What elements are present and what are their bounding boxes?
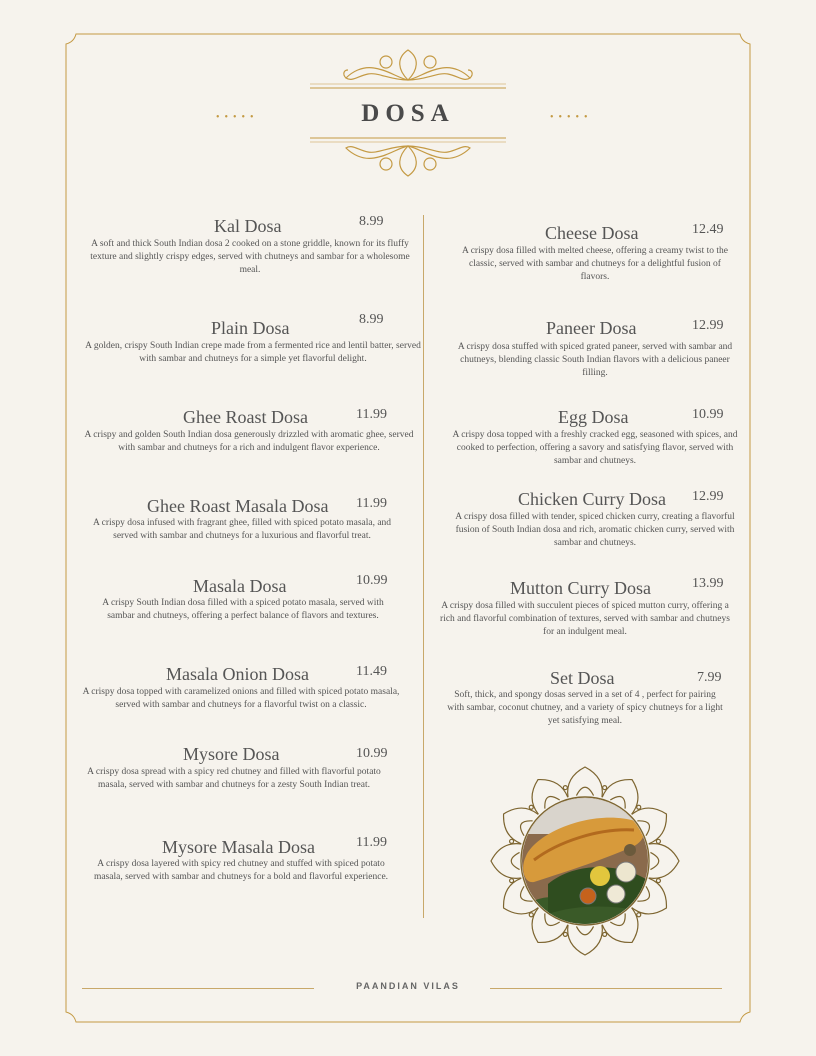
item-name: Mysore Dosa <box>183 744 280 764</box>
item-name: Masala Dosa <box>193 576 287 596</box>
page-title: DOSA <box>361 100 455 127</box>
item-description: A golden, crispy South Indian crepe made from a fermented rice and lentil batter, served with sambar and chutneys for a simple yet flavorful delight. <box>85 341 421 364</box>
item-price: 11.99 <box>356 407 387 422</box>
column-divider <box>423 215 424 918</box>
item-name: Kal Dosa <box>214 216 282 236</box>
item-name: Chicken Curry Dosa <box>518 489 666 509</box>
item-description: A crispy dosa filled with succulent pieces of spiced mutton curry, offering a rich and flavorful combination of textures, served with sambar and chutneys for an indulgent meal. <box>440 601 730 637</box>
item-price: 8.99 <box>359 312 384 327</box>
item-price: 10.99 <box>356 573 388 588</box>
item-price: 11.49 <box>356 664 387 679</box>
item-price: 10.99 <box>692 407 724 422</box>
dosa-photo-image <box>488 764 682 958</box>
item-name: Set Dosa <box>550 668 615 688</box>
item-description: A crispy dosa filled with tender, spiced chicken curry, creating a flavorful fusion of South Indian dosa and rich, aromatic chicken curry, served with sambar and chutneys. <box>455 512 735 548</box>
item-name: Ghee Roast Dosa <box>183 407 308 427</box>
item-description: A crispy dosa infused with fragrant ghee, filled with spiced potato masala, and served with sambar and chutneys for a luxurious and flavorful treat. <box>92 518 392 541</box>
item-description: A crispy and golden South Indian dosa generously drizzled with aromatic ghee, served with sambar and chutneys for a rich and indulgent flavor experience. <box>84 430 414 453</box>
item-description: A crispy dosa layered with spicy red chutney and stuffed with spiced potato masala, served with sambar and chutneys for a bold and flavorful experience. <box>93 859 389 882</box>
footer-line-right <box>490 988 722 989</box>
top-flourish-icon <box>300 44 516 90</box>
item-name: Ghee Roast Masala Dosa <box>147 496 329 516</box>
item-price: 11.99 <box>356 835 387 850</box>
item-description: Soft, thick, and spongy dosas served in a set of 4 , perfect for pairing with sambar, coconut chutney, and a variety of spicy chutneys for a light yet satisfying meal. <box>447 690 723 726</box>
item-price: 12.49 <box>692 222 724 237</box>
item-name: Mutton Curry Dosa <box>510 578 651 598</box>
item-description: A crispy South Indian dosa filled with a spiced potato masala, served with sambar and chutneys, offering a perfect balance of flavors and textures. <box>102 598 384 621</box>
restaurant-name: PAANDIAN VILAS <box>356 981 460 991</box>
item-name: Mysore Masala Dosa <box>162 837 315 857</box>
item-description: A crispy dosa topped with a freshly cracked egg, seasoned with spices, and cooked to perfection, offering a savory and satisfying flavor, served with sambar and chutneys. <box>452 430 738 466</box>
item-name: Egg Dosa <box>558 407 629 427</box>
item-price: 13.99 <box>692 576 724 591</box>
title-dots-left: ••••• <box>216 112 259 123</box>
title-dots-right: ••••• <box>550 112 593 123</box>
item-price: 12.99 <box>692 489 724 504</box>
item-description: A crispy dosa topped with caramelized onions and filled with spiced potato masala, served with sambar and chutneys for a flavorful twist on a classic. <box>82 687 400 710</box>
item-description: A crispy dosa spread with a spicy red chutney and filled with flavorful potato masala, served with sambar and chutneys for a zesty South Indian treat. <box>87 767 381 790</box>
item-price: 8.99 <box>359 214 384 229</box>
item-price: 7.99 <box>697 670 722 685</box>
item-price: 11.99 <box>356 496 387 511</box>
item-name: Cheese Dosa <box>545 223 639 243</box>
item-name: Masala Onion Dosa <box>166 664 309 684</box>
item-description: A soft and thick South Indian dosa 2 cooked on a stone griddle, known for its fluffy texture and slightly crispy edges, served with chutneys and sambar for a wholesome meal. <box>90 239 410 275</box>
item-name: Plain Dosa <box>211 318 290 338</box>
item-name: Paneer Dosa <box>546 318 637 338</box>
item-description: A crispy dosa filled with melted cheese, offering a creamy twist to the classic, served with sambar and chutneys for a delightful fusion of flavors. <box>461 246 728 282</box>
item-price: 12.99 <box>692 318 724 333</box>
item-price: 10.99 <box>356 746 388 761</box>
item-description: A crispy dosa stuffed with spiced grated paneer, served with sambar and chutneys, blending classic South Indian flavors with a delicious paneer filling. <box>457 342 733 378</box>
bottom-flourish-icon <box>300 136 516 184</box>
